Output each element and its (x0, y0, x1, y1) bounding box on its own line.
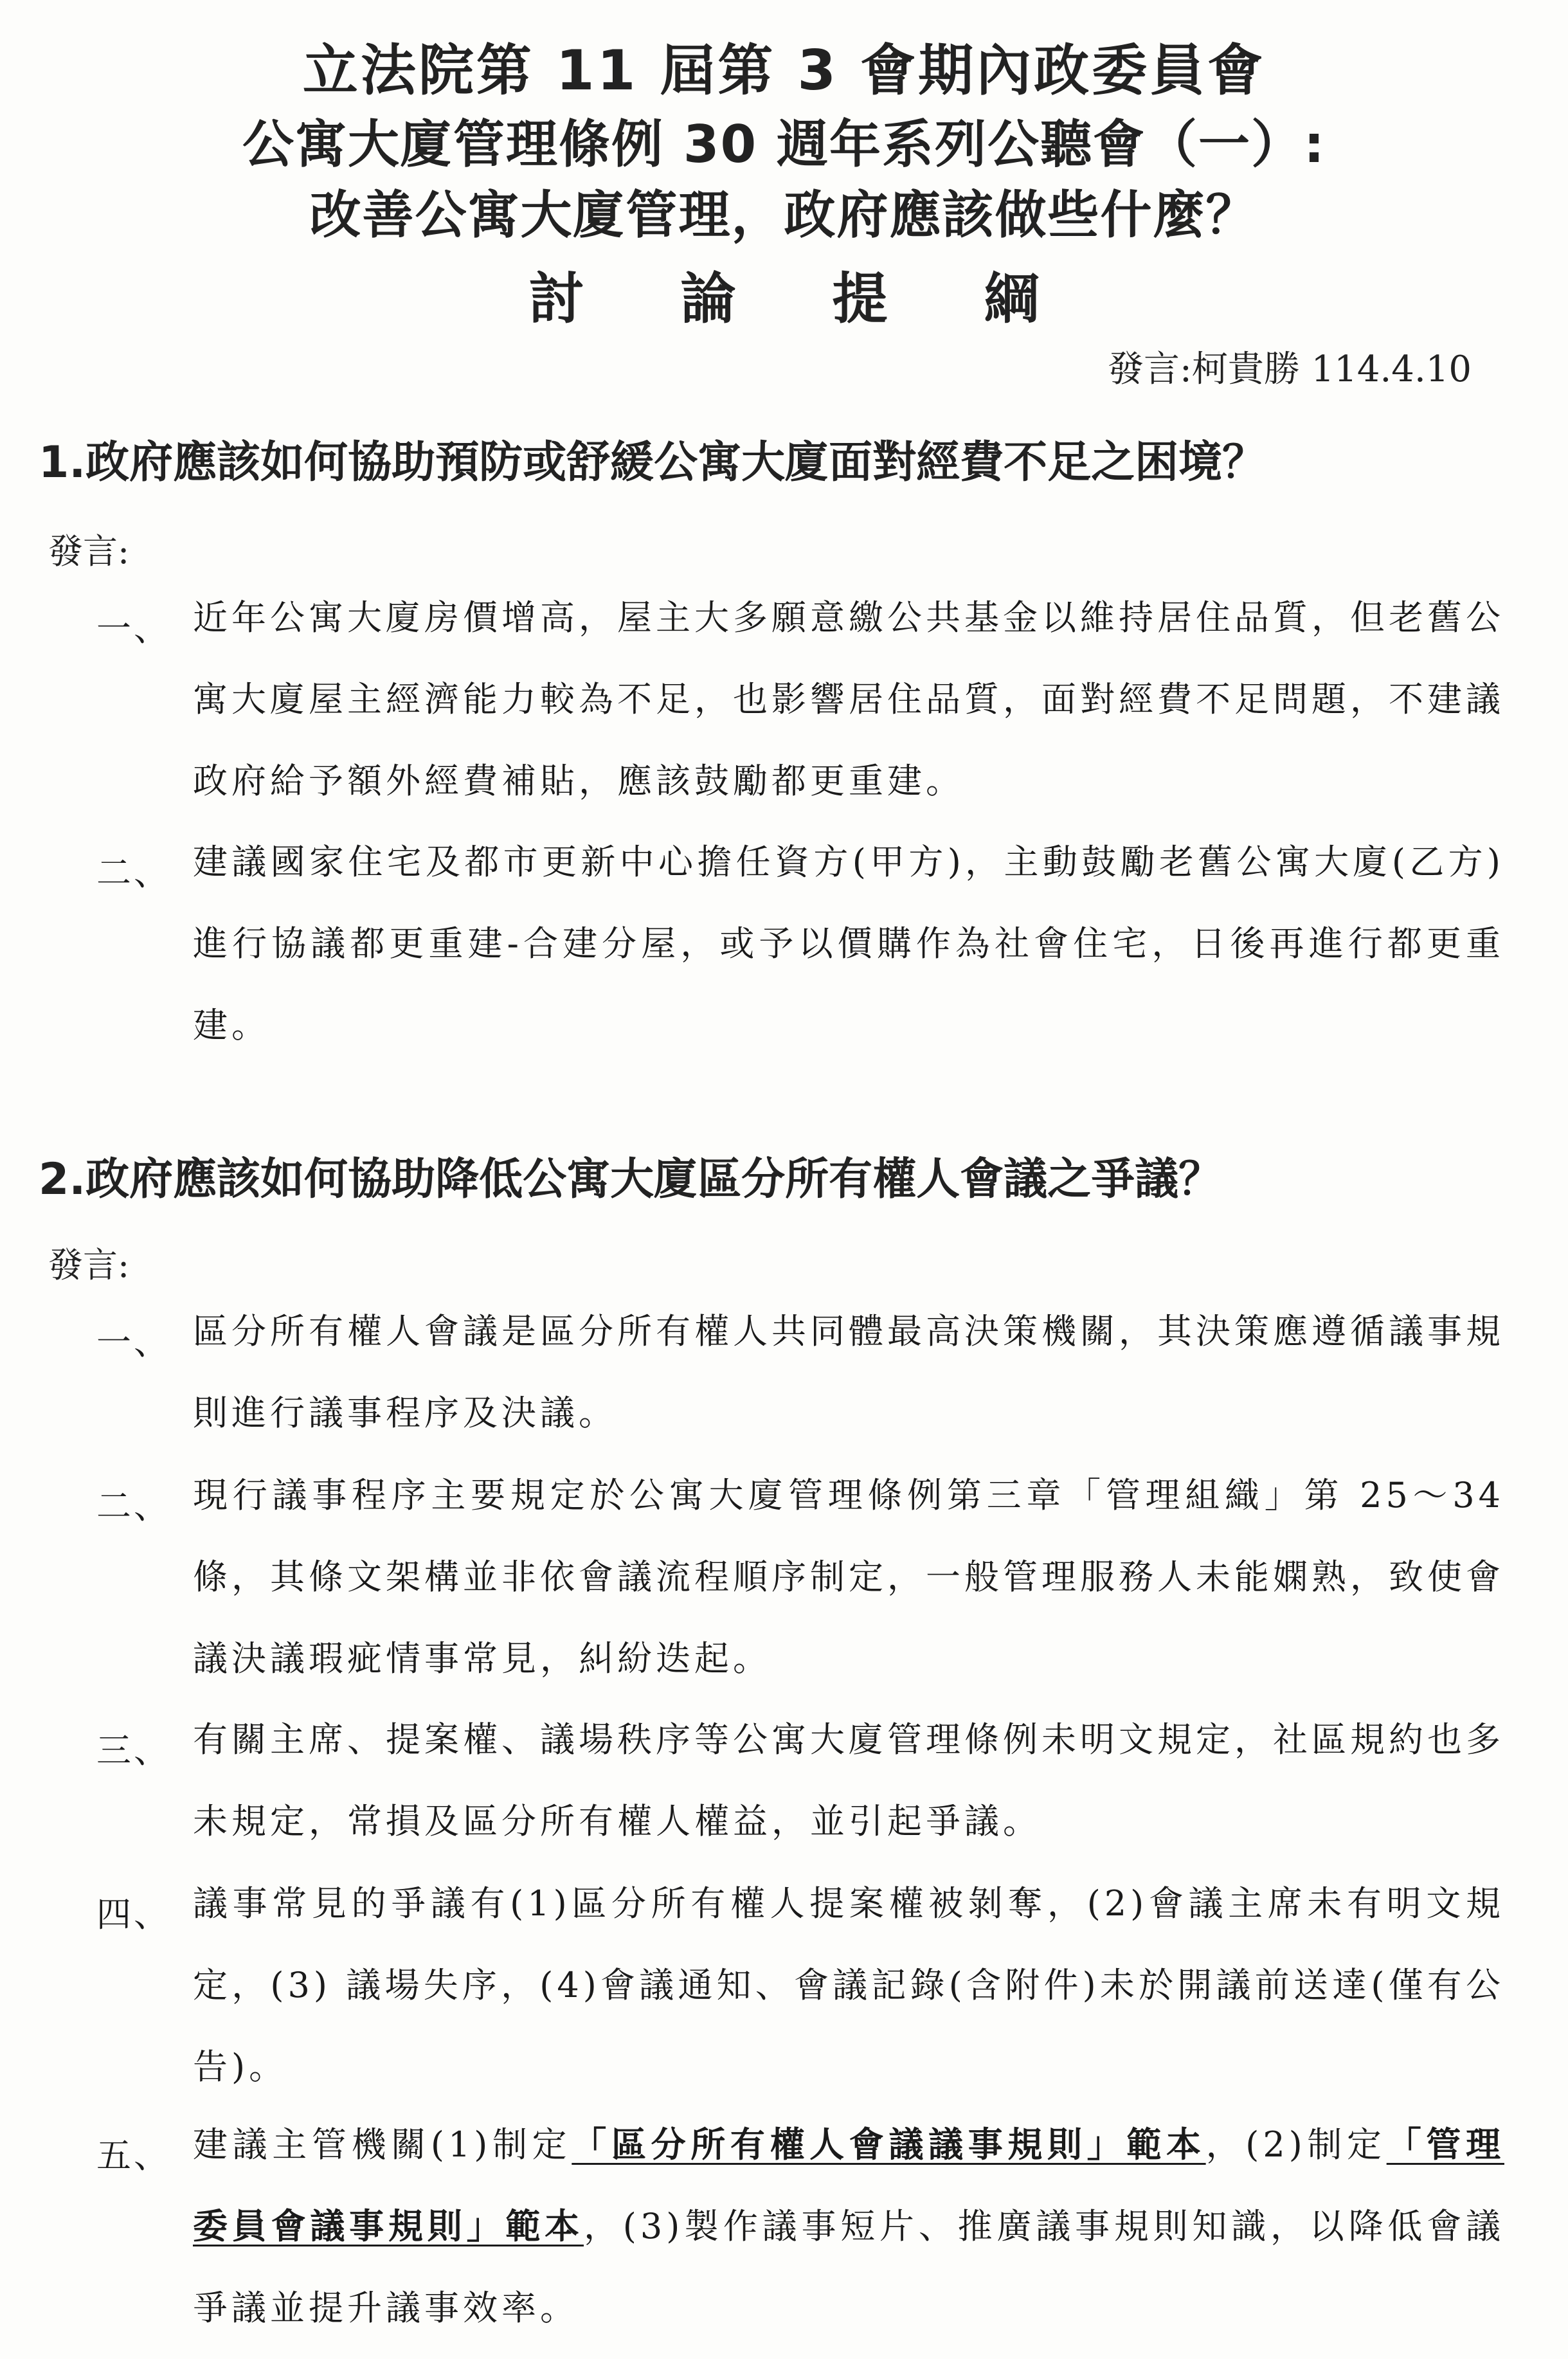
item-text: 近年公寓大廈房價增高，屋主大多願意繳公共基金以維持居住品質，但老舊公寓大廈屋主經濟能力較為不足，也影響居住品質，面對經費不足問題，不建議政府給予額外經費補貼，應該鼓勵都更重建。 (193, 597, 1504, 801)
item-text-part: ，(3)製作議事短片、推廣議事規則知識，以降低會議爭議並提升議事效率。 (193, 2206, 1504, 2328)
item-number: 二、 (96, 1486, 171, 1526)
title-line-1: 立法院第 11 屆第 3 會期內政委員會 (302, 39, 1266, 103)
section-1-speech-label: 發言: (48, 531, 130, 572)
item-text: 建議國家住宅及都市更新中心擔任資方(甲方)，主動鼓勵老舊公寓大廈(乙方)進行協議都更重建-合建分屋，或予以價購作為社會住宅，日後再進行都更重建。 (193, 842, 1504, 1045)
item-text: 議事常見的爭議有(1)區分所有權人提案權被剝奪，(2)會議主席未有明文規定，(3) 議場失序，(4)會議通知、會議記錄(含附件)未於開議前送達(僅有公告)。 (193, 1883, 1504, 2087)
section-2-item-5 (96, 2124, 1504, 2349)
title-line-2: 公寓大廈管理條例 30 週年系列公聽會（一）: (242, 114, 1326, 174)
item-number: 二、 (96, 853, 171, 893)
section-2-item-4 (96, 1883, 1504, 2108)
section-2-item-1 (96, 1311, 1504, 1454)
item-number: 一、 (96, 608, 171, 649)
section-1-item-2 (96, 842, 1504, 1066)
underlined-template-name: 「區分所有權人會議議事規則」範本 (572, 2124, 1206, 2165)
section-2-speech-label: 發言: (48, 1245, 130, 1285)
item-number: 一、 (96, 1322, 171, 1362)
title-line-3: 改善公寓大廈管理，政府應該做些什麼？ (309, 185, 1259, 245)
item-text: 現行議事程序主要規定於公寓大廈管理條例第三章「管理組織」第 25～34 條，其條文架構並非依會議流程順序制定，一般管理服務人未能嫻熟，致使會議決議瑕疵情事常見，糾紛迭起。 (193, 1475, 1504, 1679)
section-1-item-1 (96, 597, 1504, 822)
item-number: 三、 (96, 1730, 171, 1771)
speaker-date: 發言:柯貴勝 114.4.10 (1107, 348, 1472, 390)
section-2-item-2 (96, 1475, 1504, 1699)
section-1-question: 1.政府應該如何協助預防或舒緩公寓大廈面對經費不足之困境？ (39, 437, 1266, 488)
title-line-4: 討論提綱 (528, 267, 1136, 331)
section-2-item-3 (96, 1719, 1504, 1862)
item-number: 四、 (96, 1894, 171, 1935)
item-text (193, 2104, 1504, 2349)
section-2-question: 2.政府應該如何協助降低公寓大廈區分所有權人會議之爭議？ (39, 1154, 1223, 1205)
underlined-template-name: 「管理委員會議事規則」範本 (193, 2124, 1504, 2246)
item-number: 五、 (96, 2135, 171, 2176)
item-text: 區分所有權人會議是區分所有權人共同體最高決策機關，其決策應遵循議事規則進行議事程序及決議。 (193, 1311, 1504, 1433)
item-text: 有關主席、提案權、議場秩序等公寓大廈管理條例未明文規定，社區規約也多未規定，常損及區分所有權人權益，並引起爭議。 (193, 1719, 1504, 1841)
item-text-part: 建議主管機關(1)制定 (193, 2124, 572, 2165)
item-text-part: ，(2)制定 (1205, 2124, 1387, 2165)
